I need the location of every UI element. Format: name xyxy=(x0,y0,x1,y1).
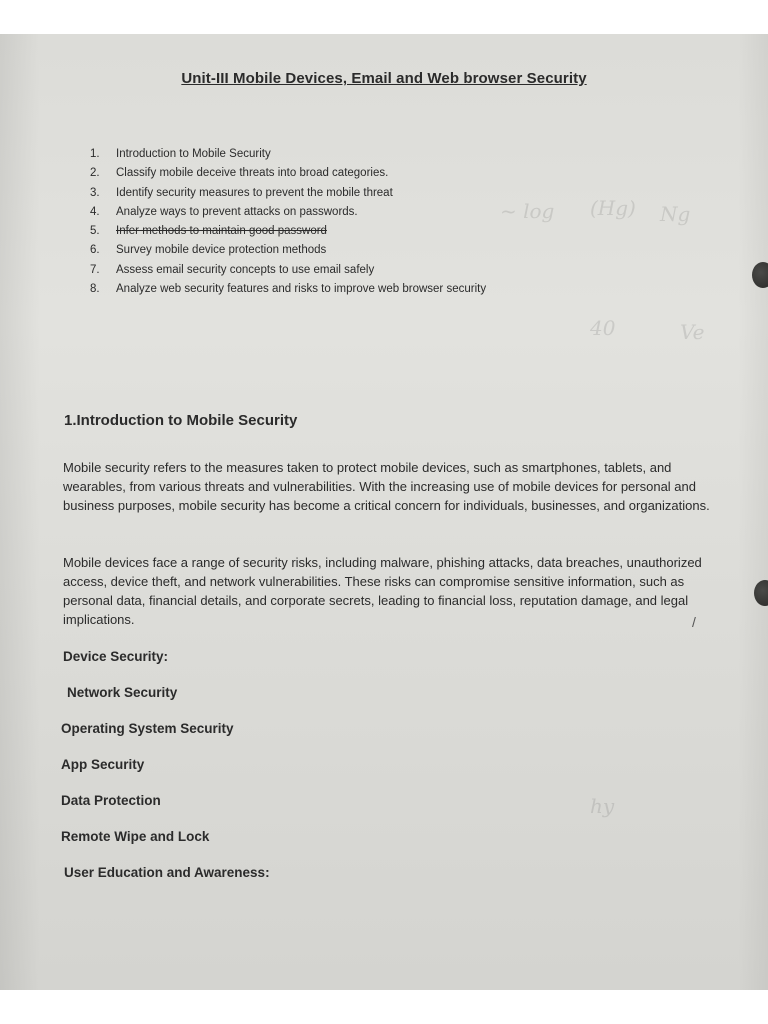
objective-text: Classify mobile deceive threats into broad categories. xyxy=(116,167,389,180)
left-page-shadow xyxy=(0,34,40,990)
objective-number: 7. xyxy=(90,263,100,276)
objective-item xyxy=(90,222,486,241)
bleed-through-mark: (Hg) xyxy=(590,196,636,220)
objective-item xyxy=(90,261,486,280)
objective-text: Infer methods to maintain good password xyxy=(116,225,327,238)
objective-item xyxy=(90,164,486,183)
objective-item xyxy=(90,203,486,222)
objective-item xyxy=(90,145,486,164)
objective-number: 8. xyxy=(90,283,100,296)
objective-text: Introduction to Mobile Security xyxy=(116,148,271,160)
objective-number: 2. xyxy=(90,167,100,180)
bleed-through-mark: 40 xyxy=(590,316,616,340)
topic-remote-wipe: Remote Wipe and Lock xyxy=(61,829,210,844)
pen-mark: / xyxy=(692,614,696,630)
topic-os-security: Operating System Security xyxy=(61,721,234,736)
document-title: Unit-III Mobile Devices, Email and Web browser Security xyxy=(181,70,587,87)
objective-text: Analyze web security features and risks to improve web browser security xyxy=(116,283,487,296)
paragraph-risks: Mobile devices face a range of security risks, including malware, phishing attacks, data breaches, unauthorized access, device theft, and network vulnerabilities. These risks can compromise sensitive information, such as personal data, financial details, and corporate secrets, leading to financial loss, reputation damage, and legal implications. xyxy=(63,555,702,627)
objectives-list xyxy=(90,145,486,299)
bleed-through-mark: ~ log xyxy=(500,199,555,223)
objective-text: Assess email security concepts to use email safely xyxy=(116,263,375,276)
topic-network-security: Network Security xyxy=(67,685,178,700)
objective-text: Analyze ways to prevent attacks on passwords. xyxy=(116,205,358,218)
punch-hole xyxy=(752,262,768,288)
objective-number: 1. xyxy=(90,148,100,160)
objective-item xyxy=(90,280,486,299)
objective-text: Identify security measures to prevent the mobile threat xyxy=(116,186,393,199)
document-photo xyxy=(0,34,768,990)
bleed-through-mark: Ng xyxy=(660,202,691,226)
objective-item xyxy=(90,241,486,260)
topic-device-security: Device Security: xyxy=(63,649,169,664)
bleed-through-mark: Ve xyxy=(680,320,705,344)
paragraph-intro: Mobile security refers to the measures taken to protect mobile devices, such as smartphones, tablets, and wearables, from various threats and vulnerabilities. With the increasing use of mobile devices for personal and business purposes, mobile security has become a critical concern for individuals, businesses, and organizations. xyxy=(63,460,710,513)
topic-app-security: App Security xyxy=(61,757,145,772)
objective-item xyxy=(90,184,486,203)
objective-number: 5. xyxy=(90,225,100,238)
objective-number: 3. xyxy=(90,186,100,199)
section-heading: 1.Introduction to Mobile Security xyxy=(64,412,298,429)
topic-user-education: User Education and Awareness: xyxy=(64,865,270,880)
objective-number: 4. xyxy=(90,205,100,218)
objective-number: 6. xyxy=(90,244,100,257)
bleed-through-mark: hy xyxy=(590,794,615,818)
right-page-shadow xyxy=(738,34,768,990)
objective-text: Survey mobile device protection methods xyxy=(116,244,327,257)
topic-data-protection: Data Protection xyxy=(61,793,161,808)
